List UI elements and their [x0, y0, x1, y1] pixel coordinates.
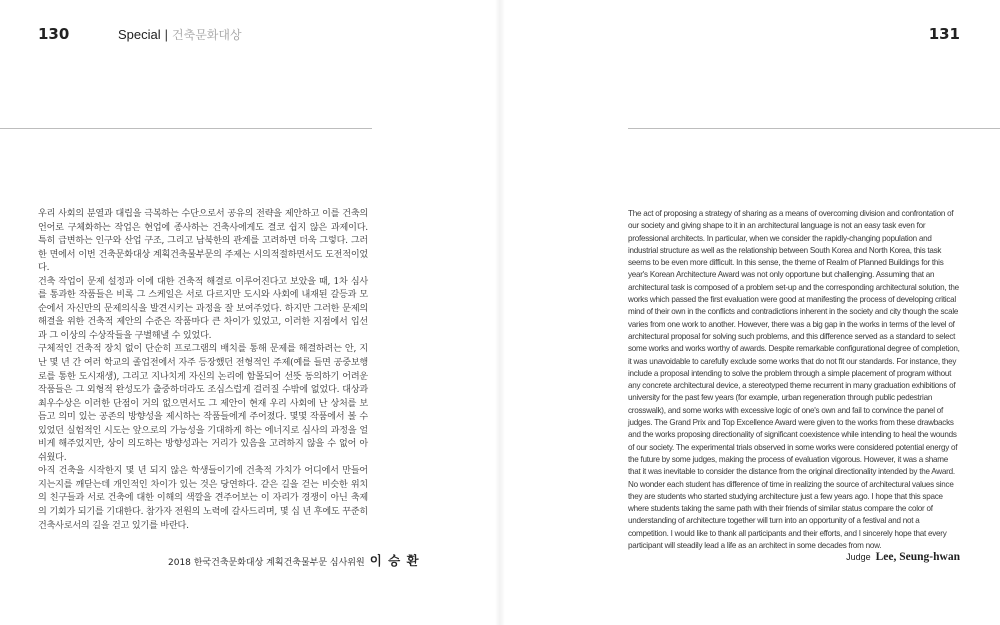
english-paragraph: The act of proposing a strategy of sharing as a means of overcoming division and confrontation of our society and giving shape to it in an architectural language is not an easy task even for professional architects. In particular, when we consider the rapidly-changing population and industrial structure as well as the relationship between South Korea and North Korea, this task seems to be even more difficult. In this sense, the theme of Realm of Planned Buildings for this year's Korean Architecture Award was not only opportune but challenging. Assuming that an architectural task is composed of a problem set-up and the corresponding architectural solution, the works which passed the first evaluation were good at manifesting the process of developing critical mind of their own in the conflicts and contradictions inherent in the society and city though the scale varies from one work to another. However, there was a big gap in the works in terms of the level of architectural proposal for solving such problems, and this difference served as a standard to select some works and works worthy of awards. Despite remarkable configurational degree of completion, it was unavoidable to carefully exclude some works that do not fit our standards. For instance, they include a proposal intending to solve the problem through a simple placement of program without any concrete architectural device, a stereotyped theme recurrent in many graduation exhibitions of university for the past few years (for example, urban regeneration through public pedestrian crosswalk), and some works with excessive logic of one's own and fail to convince the panel of judges. The Grand Prix and Top Excellence Award were given to the works from these drawbacks and the works proposing directionality of significant coexistence while intending to heal the wounds of our society. The experimental trials observed in some works were considered potential energy of the future by some judges, making the process of evaluation vigorous. However, it was a shame that it was inevitable to consider the distance from the original directionality intended by the Award. No wonder each student has difference of time in realizing the source of architectural values since they are students who started studying architecture just a few years ago. I hope that this space where students taking the same path with their friends of similar status compare the color of understanding of architecture together will turn into an opportunity of a festival and not a competition. I would like to thank all participants and their efforts, and I sincerely hope that every participant will steadily lead a life as an architect in some decades from now. — [628, 209, 960, 551]
english-body-text — [628, 208, 962, 552]
korean-paragraph: 아직 건축을 시작한지 몇 년 되지 않은 학생들이기에 건축적 가치가 어디에서 만들어지는지를 깨닫는데 개인적인 차이가 있는 것은 당연하다. 같은 길을 걷는 비슷한 위치의 친구들과 서로 건축에 대한 이해의 색깔을 견주어보는 이 자리가 경쟁이 아닌 축제의 기회가 되기를 기대한다. 참가자 전원의 노력에 갈사드리며, 몇 십 년 후에도 꾸준히 건축사로서의 길을 걷고 있기를 바란다. — [38, 466, 368, 531]
left-page-number: 130 — [38, 25, 70, 43]
left-divider — [0, 128, 372, 129]
korean-signature — [168, 551, 420, 569]
korean-signature-name: 이 승 환 — [369, 553, 420, 568]
header-separator: | — [164, 27, 169, 42]
right-page-number: 131 — [928, 25, 960, 43]
subsection-title: 건축문화대상 — [172, 28, 242, 42]
section-title: Special — [118, 27, 161, 42]
english-signature-label: Judge — [846, 552, 871, 562]
korean-signature-label: 2018 한국건축문화대상 계획건축물부문 심사위원 — [168, 558, 365, 568]
page-gutter — [495, 0, 505, 625]
right-divider — [628, 128, 1000, 129]
running-header — [118, 26, 242, 43]
korean-paragraph: 건축 작업이 문제 설정과 이에 대한 건축적 해결로 이루어진다고 보았을 때, 1차 심사를 통과한 작품들은 비록 그 스케일은 서로 다르지만 도시와 사회에 내재된 갈등과 모순에서 자신만의 문제의식을 발견시키는 과정을 잘 보여주었다. 하지만 그러한 문제의 해결을 위한 건축적 제안의 수준은 작품마다 큰 차이가 있었고, 이러한 지점에서 입선과 그 이상의 수상작들을 구별해낼 수 있었다. — [38, 276, 368, 341]
english-signature-name: Lee, Seung-hwan — [875, 551, 960, 563]
korean-body-text — [38, 208, 368, 533]
english-signature — [846, 551, 960, 563]
korean-paragraph: 구체적인 건축적 장치 없이 단순히 프로그램의 배치를 통해 문제를 해결하려는 안, 지난 몇 년 간 여러 학교의 졸업전에서 자주 등장했던 전형적인 주제(예를 들면 공중보행로를 통한 도시재생), 그리고 지나치게 자신의 논리에 함몰되어 선뜻 동의하기 어려운 작품들은 그 외형적 완성도가 출중하더라도 조심스럽게 걸러질 수밖에 없었다. 대상과 최우수상은 이러한 단점이 거의 없으면서도 그 제안이 현재 우리 사회에 난 상처를 보듬고 의미 있는 공존의 방향성을 제시하는 작품들에게 주어졌다. 몇몇 작품에서 볼 수 있었던 실험적인 시도는 앞으로의 가능성을 기대하게 하는 에너지로 심사의 과정을 얼비게 해주었지만, 상이 의도하는 방향성과는 거리가 있음을 고려하지 않을 수 없어 아쉬웠다. — [38, 344, 368, 463]
korean-paragraph: 우리 사회의 분열과 대립을 극복하는 수단으로서 공유의 전략을 제안하고 이를 건축의 언어로 구체화하는 작업은 현업에 종사하는 건축사에게도 결코 쉽지 않은 과제이다. 특히 급변하는 인구와 산업 구조, 그리고 남북한의 관계를 고려하면 더욱 그렇다. 그러한 면에서 이번 건축문화대상 계획건축물부문의 주제는 시의적절하면서도 도전적이었다. — [38, 209, 368, 274]
